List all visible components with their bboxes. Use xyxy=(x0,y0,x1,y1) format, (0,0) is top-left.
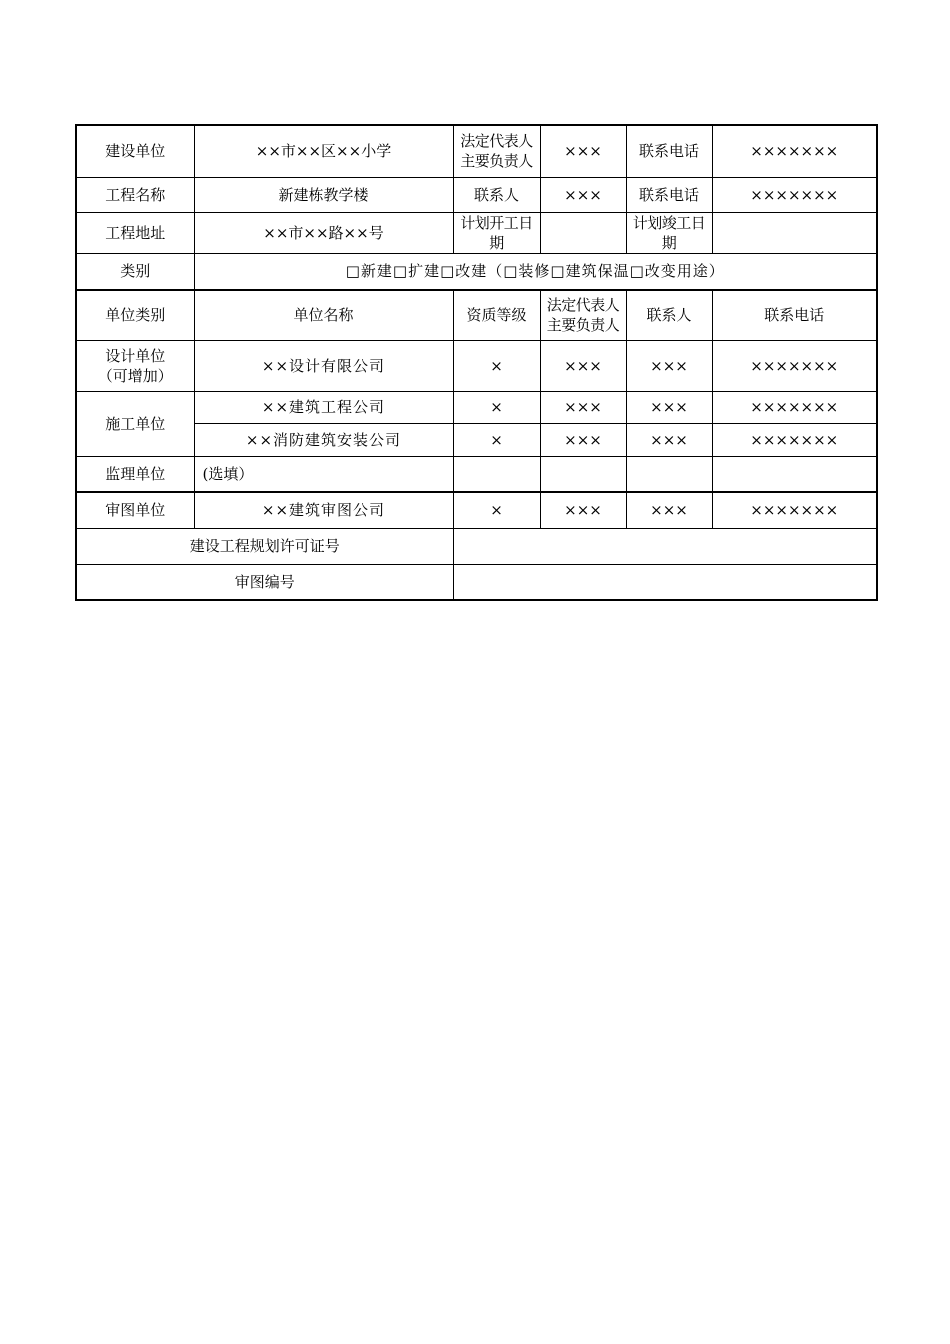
contact-value: ××× xyxy=(540,177,626,212)
row-review-unit xyxy=(76,492,877,528)
project-info-table xyxy=(75,124,878,601)
design-unit-grade: × xyxy=(453,340,540,391)
review-unit-legal-rep: ××× xyxy=(540,492,626,528)
construction-unit-contact: ××× xyxy=(626,423,712,456)
end-date-label: 计划竣工日期 xyxy=(626,212,712,253)
category-options: □新建□扩建□改建（□装修□建筑保温□改变用途） xyxy=(194,253,877,290)
header-phone: 联系电话 xyxy=(712,290,877,340)
header-legal-rep-line1: 法定代表人 xyxy=(546,296,620,315)
address-value: ××市××路××号 xyxy=(194,212,453,253)
design-unit-phone: ××××××× xyxy=(712,340,877,391)
phone-value: ××××××× xyxy=(712,125,877,177)
row-construction-unit-2 xyxy=(76,423,877,456)
header-legal-rep xyxy=(540,290,626,340)
review-unit-phone: ××××××× xyxy=(712,492,877,528)
design-unit-legal-rep: ××× xyxy=(540,340,626,391)
project-name-label: 工程名称 xyxy=(76,177,194,212)
build-unit-name: ××市××区××小学 xyxy=(194,125,453,177)
supervision-unit-name: (选填） xyxy=(194,456,453,492)
review-unit-grade: × xyxy=(453,492,540,528)
construction-unit-legal-rep: ××× xyxy=(540,423,626,456)
construction-unit-grade: × xyxy=(453,423,540,456)
row-planning-permit xyxy=(76,528,877,564)
construction-unit-legal-rep: ××× xyxy=(540,391,626,423)
start-date-value xyxy=(540,212,626,253)
legal-rep-label-line2: 主要负责人 xyxy=(460,152,533,171)
contact-label: 联系人 xyxy=(453,177,540,212)
design-unit-name: ××设计有限公司 xyxy=(194,340,453,391)
review-unit-contact: ××× xyxy=(626,492,712,528)
legal-rep-label xyxy=(453,125,540,177)
review-unit-name: ××建筑审图公司 xyxy=(194,492,453,528)
review-unit-type: 审图单位 xyxy=(76,492,194,528)
phone-label: 联系电话 xyxy=(626,125,712,177)
supervision-unit-grade xyxy=(453,456,540,492)
row-supervision-unit xyxy=(76,456,877,492)
supervision-unit-legal-rep xyxy=(540,456,626,492)
header-legal-rep-line2: 主要负责人 xyxy=(546,316,620,335)
project-name-value: 新建栋教学楼 xyxy=(194,177,453,212)
design-unit-type-line1: 设计单位 xyxy=(105,346,166,365)
end-date-value xyxy=(712,212,877,253)
construction-unit-phone: ××××××× xyxy=(712,423,877,456)
construction-unit-type: 施工单位 xyxy=(76,391,194,456)
start-date-label: 计划开工日期 xyxy=(453,212,540,253)
legal-rep-label-line1: 法定代表人 xyxy=(460,132,533,151)
row-build-unit xyxy=(76,125,877,177)
build-unit-label: 建设单位 xyxy=(76,125,194,177)
units-header-row xyxy=(76,290,877,340)
row-review-number xyxy=(76,564,877,600)
design-unit-contact: ××× xyxy=(626,340,712,391)
header-unit-type: 单位类别 xyxy=(76,290,194,340)
construction-unit-phone: ××××××× xyxy=(712,391,877,423)
review-number-label: 审图编号 xyxy=(76,564,453,600)
construction-unit-name: ××建筑工程公司 xyxy=(194,391,453,423)
phone-value: ××××××× xyxy=(712,177,877,212)
construction-unit-name: ××消防建筑安装公司 xyxy=(194,423,453,456)
header-grade: 资质等级 xyxy=(453,290,540,340)
construction-unit-contact: ××× xyxy=(626,391,712,423)
header-contact: 联系人 xyxy=(626,290,712,340)
planning-permit-label: 建设工程规划许可证号 xyxy=(76,528,453,564)
row-project-address xyxy=(76,212,877,253)
supervision-unit-contact xyxy=(626,456,712,492)
review-number-value xyxy=(453,564,877,600)
design-unit-type-line2: （可增加） xyxy=(97,366,173,385)
address-label: 工程地址 xyxy=(76,212,194,253)
row-project-name xyxy=(76,177,877,212)
supervision-unit-type: 监理单位 xyxy=(76,456,194,492)
planning-permit-value xyxy=(453,528,877,564)
header-unit-name: 单位名称 xyxy=(194,290,453,340)
category-label: 类别 xyxy=(76,253,194,290)
row-category xyxy=(76,253,877,290)
design-unit-type xyxy=(76,340,194,391)
construction-unit-grade: × xyxy=(453,391,540,423)
phone-label: 联系电话 xyxy=(626,177,712,212)
supervision-unit-phone xyxy=(712,456,877,492)
row-construction-unit-1 xyxy=(76,391,877,423)
legal-rep-value: ××× xyxy=(540,125,626,177)
row-design-unit xyxy=(76,340,877,391)
